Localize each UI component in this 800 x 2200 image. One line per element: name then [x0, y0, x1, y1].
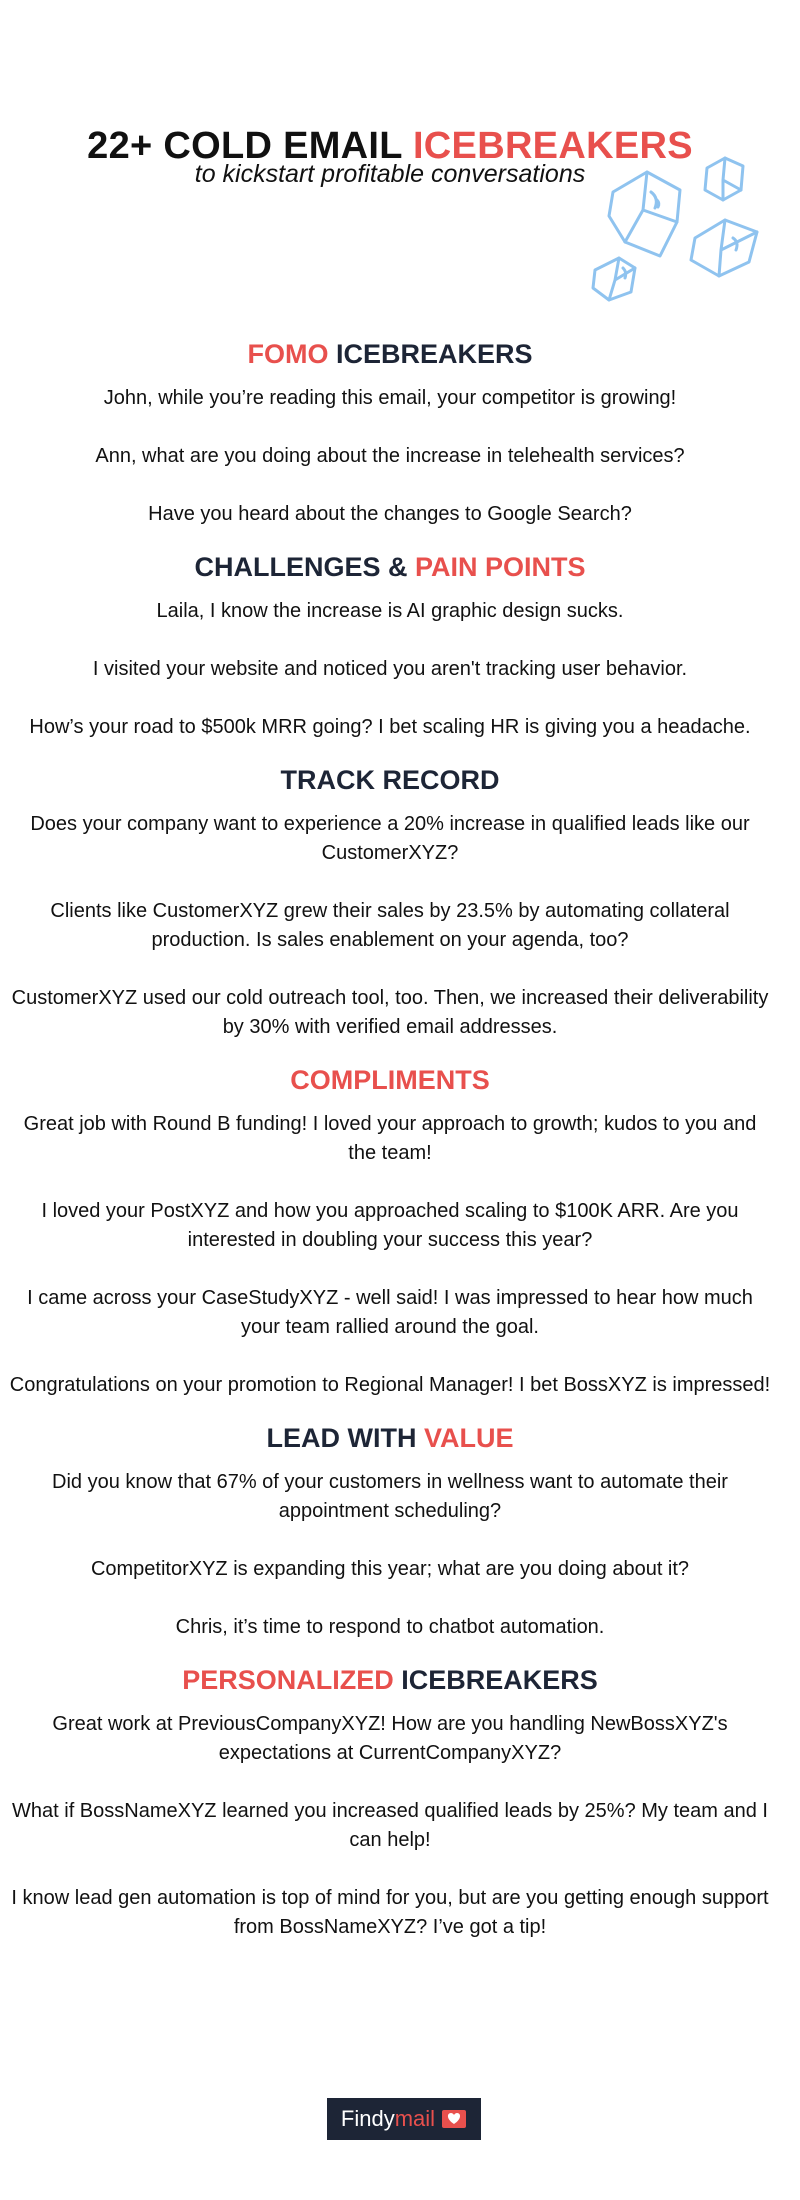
icebreaker-item: CompetitorXYZ is expanding this year; what are you doing about it?: [90, 1558, 690, 1580]
section-title-part-b: ICEBREAKERS: [335, 339, 533, 369]
section-title-part-a: LEAD WITH: [266, 1423, 424, 1453]
icebreaker-item: Great job with Round B funding! I loved your approach to growth; kudos to you and the team!: [23, 1113, 757, 1164]
page-subtitle: to kickstart profitable conversations: [194, 160, 586, 188]
section-title-part-b: VALUE: [423, 1423, 514, 1453]
section-personalized: [0, 1662, 780, 1942]
section-title: COMPLIMENTS: [290, 1065, 490, 1095]
icebreaker-item: I know lead gen automation is top of mind for you, but are you getting enough support from BossNameXYZ? I’ve got a tip!: [11, 1887, 769, 1938]
ice-cubes-icon: [585, 150, 785, 330]
section-title: [0, 1420, 780, 1456]
section-title-part-a: CHALLENGES &: [194, 552, 415, 582]
section-title-part-a: PERSONALIZED: [182, 1665, 402, 1695]
icebreaker-item: Congratulations on your promotion to Regional Manager! I bet BossXYZ is impressed!: [9, 1374, 771, 1396]
section-title: [0, 336, 780, 372]
section-compliments: [0, 1062, 780, 1400]
icebreaker-item: Ann, what are you doing about the increase in telehealth services?: [95, 445, 685, 467]
section-title-part-b: ICEBREAKERS: [401, 1665, 598, 1695]
icebreaker-item: I loved your PostXYZ and how you approached scaling to $100K ARR. Are you interested in doubling your success this year?: [41, 1200, 739, 1251]
logo-text-mail: mail: [394, 2106, 436, 2131]
section-track-record: [0, 762, 780, 1042]
logo-text-findy: Findy: [340, 2106, 395, 2131]
section-title: [0, 549, 780, 585]
section-challenges-pain-points: [0, 549, 780, 742]
icebreaker-item: Did you know that 67% of your customers in wellness want to automate their appointment scheduling?: [52, 1471, 728, 1522]
section-title-part-a: FOMO: [247, 339, 336, 369]
icebreaker-item: I came across your CaseStudyXYZ - well said! I was impressed to hear how much your team rallied around the goal.: [27, 1287, 753, 1338]
icebreaker-item: Clients like CustomerXYZ grew their sales by 23.5% by automating collateral production. Is sales enablement on your agenda, too?: [50, 900, 730, 951]
icebreaker-item: How’s your road to $500k MRR going? I bet scaling HR is giving you a headache.: [29, 716, 751, 738]
icebreaker-item: Does your company want to experience a 20% increase in qualified leads like our CustomerXYZ?: [30, 813, 750, 864]
section-title: [0, 1662, 780, 1698]
envelope-heart-icon: [441, 2109, 467, 2129]
icebreaker-item: Chris, it’s time to respond to chatbot automation.: [175, 1616, 605, 1638]
icebreaker-item: What if BossNameXYZ learned you increased qualified leads by 25%? My team and I can help!: [12, 1800, 768, 1851]
section-title-part-b: PAIN POINTS: [414, 552, 586, 582]
icebreaker-item: CustomerXYZ used our cold outreach tool, too. Then, we increased their deliverability by 30% with verified email addresses.: [11, 987, 769, 1038]
icebreaker-item: Great work at PreviousCompanyXYZ! How are you handling NewBossXYZ's expectations at CurrentCompanyXYZ?: [52, 1713, 728, 1764]
findymail-logo: [327, 2098, 481, 2140]
icebreaker-item: Laila, I know the increase is AI graphic design sucks.: [156, 600, 624, 622]
icebreaker-item: John, while you’re reading this email, your competitor is growing!: [103, 387, 677, 409]
icebreaker-item: I visited your website and noticed you aren't tracking user behavior.: [92, 658, 688, 680]
section-title: TRACK RECORD: [280, 765, 500, 795]
title-part-2: ICEBREAKERS: [412, 125, 693, 168]
section-fomo: [0, 336, 780, 529]
title-part-1: 22+ COLD EMAIL: [87, 125, 413, 168]
icebreaker-item: Have you heard about the changes to Google Search?: [148, 503, 632, 525]
icebreaker-sections: [0, 336, 780, 1962]
section-lead-with-value: [0, 1420, 780, 1642]
